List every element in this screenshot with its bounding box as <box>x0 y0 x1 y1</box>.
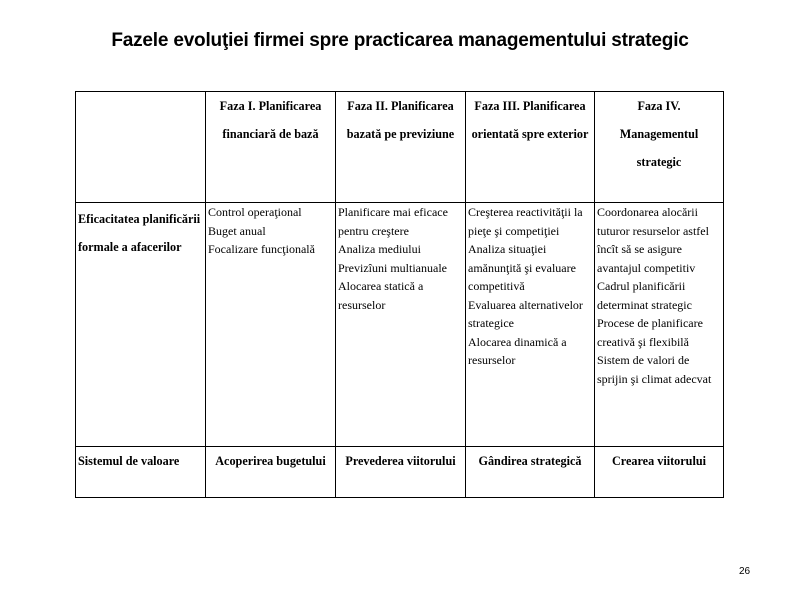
values-cell-phase-2: Prevederea viitorului <box>336 447 466 498</box>
efficiency-cell-phase-1: Control operaţional Buget anual Focalizare funcţională <box>206 203 336 447</box>
values-cell-phase-4: Crearea viitorului <box>595 447 724 498</box>
header-phase-4: Faza IV. Managementul strategic <box>595 92 724 203</box>
slide-title: Fazele evoluţiei firmei spre practicarea managementului strategic <box>111 30 689 51</box>
phases-table <box>75 91 724 498</box>
table-row-values <box>76 447 724 498</box>
efficiency-cell-phase-2: Planificare mai eficace pentru creştere Analiza mediului Previzîuni multianuale Alocarea statică a resurselor <box>336 203 466 447</box>
table-header-row <box>76 92 724 203</box>
header-phase-2: Faza II. Planificarea bazată pe previziune <box>336 92 466 203</box>
efficiency-cell-phase-3: Creşterea reactivităţii la pieţe şi competiţiei Analiza situaţiei amănunţită şi evaluare competitivă Evaluarea alternativelor strategice Alocarea dinamică a resurselor <box>466 203 595 447</box>
values-cell-phase-1: Acoperirea bugetului <box>206 447 336 498</box>
row-label-values: Sistemul de valoare <box>76 447 206 498</box>
table-row-efficiency <box>76 203 724 447</box>
page-number: 26 <box>739 566 751 577</box>
header-phase-1: Faza I. Planificarea financiară de bază <box>206 92 336 203</box>
efficiency-cell-phase-4: Coordonarea alocării tuturor resurselor astfel încît să se asigure avantajul competitiv Cadrul planificării determinat strategic Procese de planificare creativă şi flexibilă Sistem de valori de sprijin şi climat adecvat <box>595 203 724 447</box>
header-phase-3: Faza III. Planificarea orientată spre exterior <box>466 92 595 203</box>
values-cell-phase-3: Gândirea strategică <box>466 447 595 498</box>
header-corner-cell <box>76 92 206 203</box>
row-label-efficiency: Eficacitatea planificării formale a afacerilor <box>76 203 206 447</box>
